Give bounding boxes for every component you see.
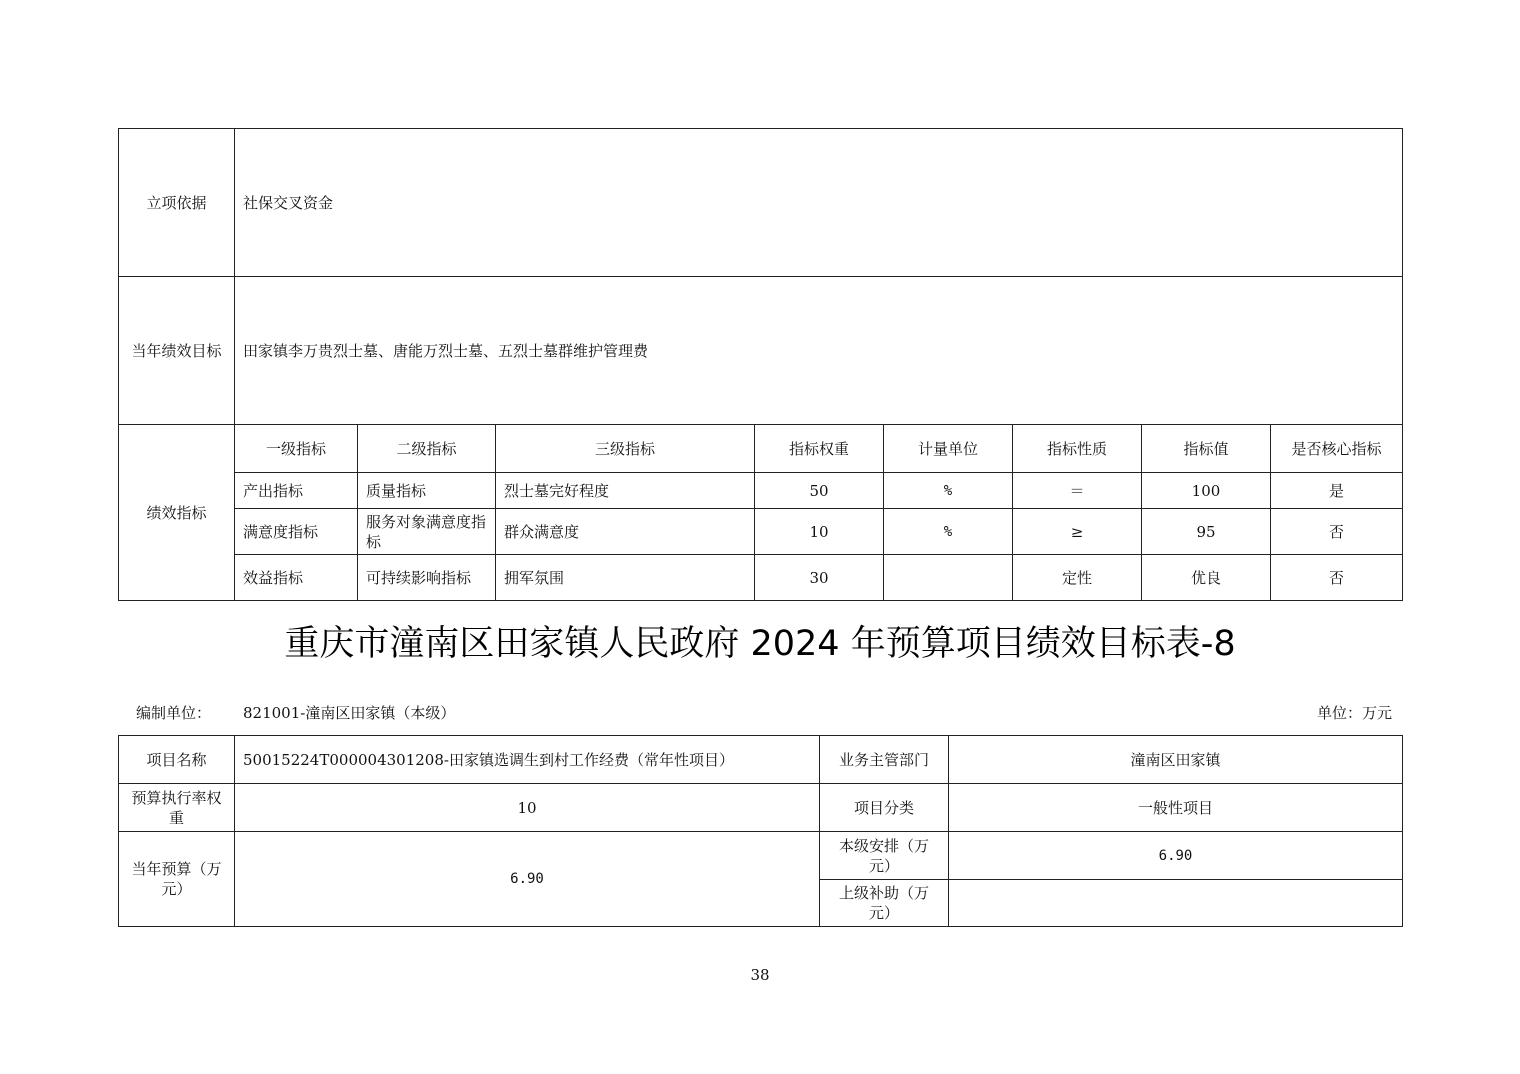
- cell-weight: 50: [755, 473, 884, 509]
- cell-level1: 产出指标: [235, 473, 358, 509]
- exec-weight-value: 10: [235, 784, 820, 832]
- header-cell: 指标值: [1142, 425, 1271, 473]
- upper-value: [949, 880, 1403, 927]
- org-value: 821001-潼南区田家镇（本级）: [243, 704, 456, 722]
- basis-value: 社保交叉资金: [235, 129, 1403, 277]
- cell-core: 否: [1271, 555, 1403, 601]
- cell-core: 是: [1271, 473, 1403, 509]
- basis-label: 立项依据: [119, 129, 235, 277]
- dept-value: 潼南区田家镇: [949, 736, 1403, 784]
- project-name-value: 50015224T000004301208-田家镇选调生到村工作经费（常年性项目）: [235, 736, 820, 784]
- header-cell: 计量单位: [884, 425, 1013, 473]
- performance-table-continued: [118, 128, 1403, 601]
- table-row: [119, 509, 1403, 555]
- upper-label: 上级补助（万元）: [820, 880, 949, 927]
- budget-value: 6.90: [235, 832, 820, 927]
- category-label: 项目分类: [820, 784, 949, 832]
- budget-label: 当年预算（万元）: [119, 832, 235, 927]
- table-row: [119, 473, 1403, 509]
- cell-level3: 群众满意度: [496, 509, 755, 555]
- cell-nature: ＝: [1013, 473, 1142, 509]
- cell-level2: 服务对象满意度指标: [358, 509, 496, 555]
- exec-weight-label: 预算执行率权重: [119, 784, 235, 832]
- cell-value: 100: [1142, 473, 1271, 509]
- header-cell: 指标权重: [755, 425, 884, 473]
- category-value: 一般性项目: [949, 784, 1403, 832]
- local-label: 本级安排（万元）: [820, 832, 949, 880]
- cell-value: 95: [1142, 509, 1271, 555]
- goal-value: 田家镇李万贵烈士墓、唐能万烈士墓、五烈士墓群维护管理费: [235, 277, 1403, 425]
- cell-level1: 满意度指标: [235, 509, 358, 555]
- header-cell: 是否核心指标: [1271, 425, 1403, 473]
- cell-level1: 效益指标: [235, 555, 358, 601]
- dept-label: 业务主管部门: [820, 736, 949, 784]
- header-cell: 二级指标: [358, 425, 496, 473]
- org-unit-row: [118, 700, 1392, 724]
- cell-unit: %: [884, 473, 1013, 509]
- goal-label: 当年绩效目标: [119, 277, 235, 425]
- table-row: [119, 555, 1403, 601]
- cell-value: 优良: [1142, 555, 1271, 601]
- cell-level2: 质量指标: [358, 473, 496, 509]
- project-name-label: 项目名称: [119, 736, 235, 784]
- cell-nature: 定性: [1013, 555, 1142, 601]
- indicator-label: 绩效指标: [119, 425, 235, 601]
- cell-nature: ≥: [1013, 509, 1142, 555]
- cell-weight: 30: [755, 555, 884, 601]
- cell-level2: 可持续影响指标: [358, 555, 496, 601]
- unit-label: 单位：万元: [1316, 704, 1392, 722]
- org-label: 编制单位：: [136, 704, 212, 722]
- project-info-table: [118, 735, 1403, 927]
- cell-unit: %: [884, 509, 1013, 555]
- header-cell: 指标性质: [1013, 425, 1142, 473]
- header-cell: 一级指标: [235, 425, 358, 473]
- local-value: 6.90: [949, 832, 1403, 880]
- cell-level3: 拥军氛围: [496, 555, 755, 601]
- header-cell: 三级指标: [496, 425, 755, 473]
- page-title: 重庆市潼南区田家镇人民政府 2024 年预算项目绩效目标表-8: [284, 624, 1236, 664]
- cell-unit: [884, 555, 1013, 601]
- cell-level3: 烈士墓完好程度: [496, 473, 755, 509]
- cell-weight: 10: [755, 509, 884, 555]
- page-number: 38: [750, 966, 770, 984]
- cell-core: 否: [1271, 509, 1403, 555]
